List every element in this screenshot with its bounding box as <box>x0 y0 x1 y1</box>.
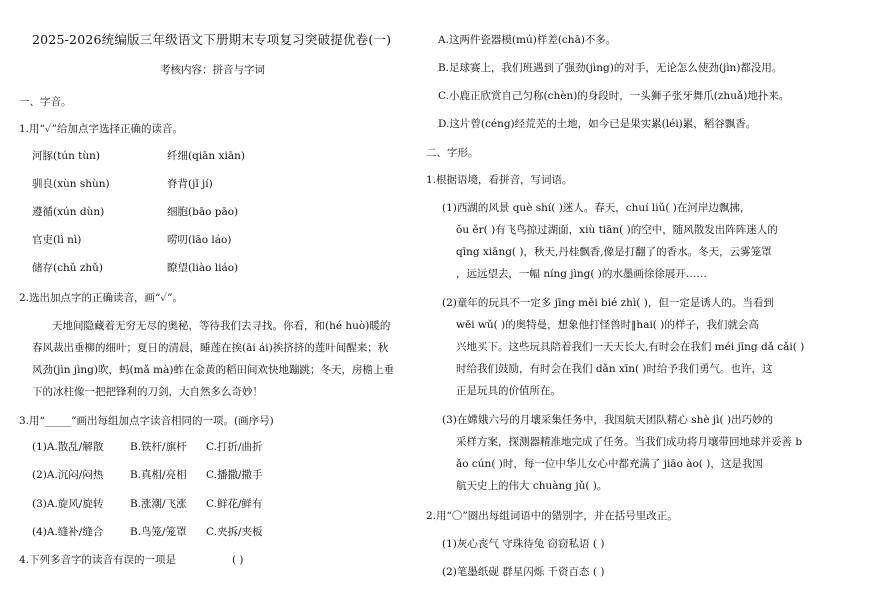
passage-line: 正是玩具的价值所在。 <box>456 385 561 397</box>
passage-line: ǒu ěr( )有飞鸟掠过湖面，xiù tiān( )的空中，随风散发出阵阵迷人的 <box>456 224 778 236</box>
passage-line: 采样方案，探测器精准地完成了任务。当我们成功将月壤带回地球并妥善 b <box>456 436 803 448</box>
passage-line: 时给我们鼓励，有时会在我们 dǎn xīn( )时给予我们勇气。也许，这 <box>456 363 773 375</box>
answer-parentheses: ( ) <box>232 554 244 566</box>
exam-title: 2025-2026统编版三年级语文下册期末专项复习突破提优卷(一) <box>32 32 392 47</box>
choice-item: 河豚(tún tùn) <box>32 150 101 162</box>
passage-line: wēi wǔ( )的奥特曼，想象他打怪兽时‖hai( )的样子，我们就会高 <box>456 319 759 331</box>
option-c: C.鲜花/鲜有 <box>206 498 263 510</box>
option-c: C.播撒/撒手 <box>206 469 263 481</box>
choice-item: 瞭望(liào liáo) <box>167 262 239 274</box>
option-c: C.打折/曲折 <box>206 441 263 453</box>
choice-item: 官吏(lì nì) <box>32 234 82 246</box>
question-2-stem: 2.用“〇”圈出每组词语中的错别字，并在括号里改正。 <box>426 510 678 522</box>
option-a: (4)A.缝补/缝合 <box>32 526 104 538</box>
choice-item: 唠叨(lāo láo) <box>167 234 232 246</box>
passage-line: 兴地买下。这些玩具陪着我们一天天长大,有时会在我们 méi jīng dǎ cǎi( ) <box>456 341 805 353</box>
option-c: C.夹拆/夹板 <box>206 526 263 538</box>
passage-line: 下的冰柱像一把把锋利的刀剑，大自然多么奇妙！ <box>32 386 263 398</box>
choice-item: 遵循(xún dùn) <box>32 206 105 218</box>
section-heading-pronunciation: 一、字音。 <box>19 96 72 108</box>
passage-line: 春风裁出垂柳的细叶；夏日的清晨，睡莲在挨(āi ái)挨挤挤的莲叶间醒来；秋 <box>32 342 389 354</box>
correction-row: (1)灰心丧气 守珠待兔 窃窃私语 ( ) <box>442 538 605 550</box>
question-1-stem: 1.用“✓”给加点字选择正确的读音。 <box>19 123 184 135</box>
passage-line: ，远远望去，一幅 níng jìng( )的水墨画徐徐展开…… <box>456 268 707 280</box>
choice-item: 细胞(bāo pāo) <box>167 206 239 218</box>
choice-item: 储存(chǔ zhǔ) <box>32 262 103 274</box>
exam-subtitle: 考核内容：拼音与字词 <box>160 64 265 76</box>
option-a: (1)A.散乱/解散 <box>32 441 104 453</box>
option-c: C.小鹿正欣赏自己匀称(chèn)的身段时，一头狮子张牙舞爪(zhuǎ)地扑来。 <box>438 90 790 102</box>
option-a: (2)A.沉闷/闷热 <box>32 469 104 481</box>
passage-line: 航天史上的伟大 chuàng jǔ( )。 <box>456 480 608 492</box>
passage-line: qīng xiāng( )，秋天,丹桂飘香,像是打翻了的香水。冬天，云雾笼罩 <box>456 246 772 258</box>
passage-line: (2)童年的玩具不一定多 jīng měi bié zhì( )，但一定是诱人的。当看到 <box>442 297 774 309</box>
option-b: B.足球赛上，我们班遇到了强劲(jìng)的对手，无论怎么使劲(jìn)都没用。 <box>438 62 783 74</box>
question-4-stem: 4.下列多音字的读音有误的一项是 <box>19 554 177 566</box>
passage-line: 天地间隐藏着无穷无尽的奥秘，等待我们去寻找。你看，和(hé huò)暖的 <box>52 320 391 332</box>
passage-line: ǎo cún( )时，每一位中华儿女心中都充满了 jiāo ào( )，这是我国 <box>456 458 763 470</box>
passage-line: (1)西湖的风景 què shí( )迷人。春天，chuí liǔ( )在河岸边飘拂， <box>442 202 751 214</box>
option-d: D.这片曾(céng)经荒芜的土地，如今已是果实累(léi)累，稻谷飘香。 <box>438 118 757 130</box>
passage-line: 风劲(jìn jìng)吹，蚂(mǎ mà)蚱在金黄的稻田间欢快地蹦跳；冬天，房檐上垂 <box>32 364 394 376</box>
choice-item: 驯良(xùn shùn) <box>32 178 110 190</box>
choice-item: 纤细(qiān xiān) <box>167 150 245 162</box>
section-heading-glyphs: 二、字形。 <box>426 147 479 159</box>
choice-item: 脊背(jǐ jí) <box>167 178 213 190</box>
passage-line: (3)在嫦娥六号的月壤采集任务中，我国航天团队精心 shè jì( )出巧妙的 <box>442 414 774 426</box>
question-2-stem: 2.选出加点字的正确读音，画“✓”。 <box>19 292 184 304</box>
question-3-stem: 3.用“_____”画出每组加点字读音相同的一项。(画序号) <box>19 415 274 427</box>
option-b: B.鸟笼/笼罩 <box>130 526 187 538</box>
option-a: (3)A.旋风/旋转 <box>32 498 104 510</box>
option-b: B.涨潮/飞涨 <box>130 498 187 510</box>
option-b: B.真相/亮相 <box>130 469 187 481</box>
question-1-stem: 1.根据语境，看拼音，写词语。 <box>426 174 573 186</box>
option-a: A.这两件瓷器模(mú)样差(chā)不多。 <box>438 34 617 46</box>
correction-row: (2)笔墨纸砚 群星闪烁 千资百态 ( ) <box>442 566 605 578</box>
option-b: B.铁杆/旗杆 <box>130 441 187 453</box>
